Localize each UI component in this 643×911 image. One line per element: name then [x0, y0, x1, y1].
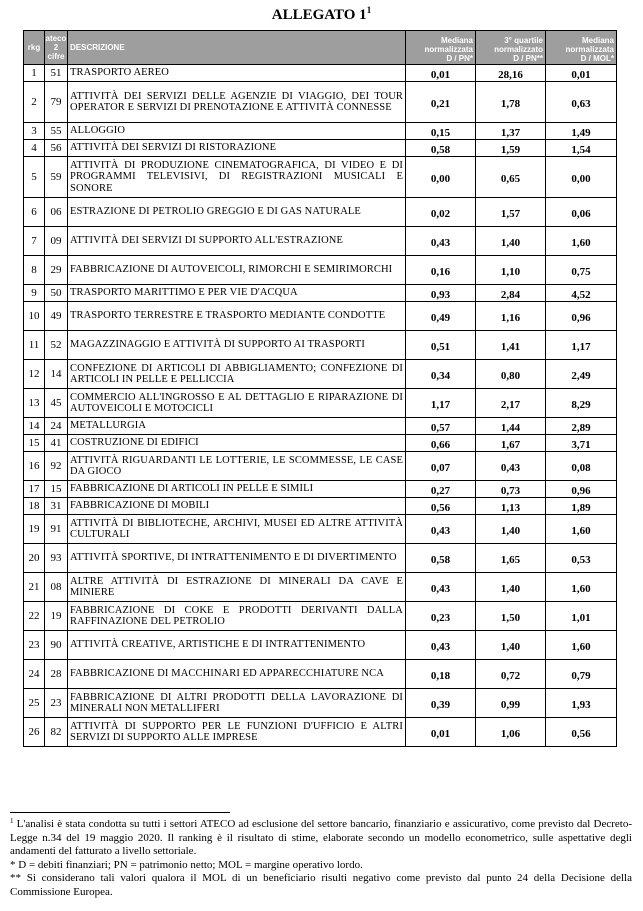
- mediana-d-mol-value: 0,08: [571, 461, 591, 474]
- description-cell: ALLOGGIO: [68, 123, 406, 140]
- quartile-d-pn-cell: [476, 573, 546, 602]
- ateco-cell: 82: [45, 718, 68, 747]
- header-ateco-line1: ateco: [45, 34, 67, 43]
- table-row: [24, 389, 617, 418]
- mediana-d-pn-value: 0,43: [430, 524, 451, 537]
- quartile-d-pn-cell: [476, 82, 546, 123]
- quartile-d-pn-cell: [476, 123, 546, 140]
- mediana-d-pn-cell: [406, 256, 476, 285]
- rkg-cell: 6: [24, 198, 45, 227]
- mediana-d-pn-cell: [406, 302, 476, 331]
- ateco-cell: 24: [45, 418, 68, 435]
- table-row: [24, 515, 617, 544]
- table-row: [24, 331, 617, 360]
- quartile-d-pn-value: 1,59: [500, 143, 521, 156]
- ateco-cell: 90: [45, 631, 68, 660]
- sector-ranking-table: [23, 30, 617, 747]
- description-cell: COMMERCIO ALL'INGROSSO E AL DETTAGLIO E RIPARAZIONE DI AUTOVEICOLI E MOTOCICLI: [68, 389, 406, 418]
- mediana-d-pn-value: 0,00: [430, 172, 451, 185]
- quartile-d-pn-value: 1,13: [500, 501, 521, 514]
- quartile-d-pn-cell: [476, 718, 546, 747]
- mediana-d-mol-cell: [546, 360, 617, 389]
- mediana-d-pn-value: 0,58: [430, 143, 451, 156]
- mediana-d-mol-value: 0,96: [571, 484, 591, 497]
- mediana-d-pn-cell: [406, 157, 476, 198]
- mediana-d-mol-cell: [546, 631, 617, 660]
- quartile-d-pn-value: 0,72: [500, 669, 521, 682]
- description-cell: ATTIVITÀ DEI SERVIZI DELLE AGENZIE DI VIAGGIO, DEI TOUR OPERATOR E SERVIZI DI PRENOTAZIONE E ATTIVITÀ CONNESSE: [68, 82, 406, 123]
- mediana-d-pn-cell: [406, 631, 476, 660]
- quartile-d-pn-cell: [476, 198, 546, 227]
- mediana-d-pn-value: 0,43: [430, 640, 451, 653]
- table-row: [24, 602, 617, 631]
- table-row: [24, 227, 617, 256]
- mediana-d-mol-cell: [546, 660, 617, 689]
- mediana-d-mol-cell: [546, 302, 617, 331]
- quartile-d-pn-value: 1,40: [500, 524, 521, 537]
- rkg-cell: 1: [24, 65, 45, 82]
- mediana-d-pn-cell: [406, 418, 476, 435]
- mediana-d-pn-value: 0,49: [430, 311, 451, 324]
- quartile-d-pn-value: 1,78: [500, 97, 521, 110]
- ateco-cell: 92: [45, 452, 68, 481]
- table-row: [24, 82, 617, 123]
- header-col2-line3: D / PN**: [513, 54, 543, 63]
- mediana-d-mol-cell: [546, 82, 617, 123]
- description-cell: ATTIVITÀ DI PRODUZIONE CINEMATOGRAFICA, DI VIDEO E DI PROGRAMMI TELEVISIVI, DI REGISTRAZIONI MUSICALI E SONORE: [68, 157, 406, 198]
- rkg-cell: 8: [24, 256, 45, 285]
- footnotes: [10, 818, 632, 899]
- mediana-d-pn-cell: [406, 65, 476, 82]
- rkg-cell: 18: [24, 498, 45, 515]
- mediana-d-mol-value: 0,56: [571, 727, 591, 740]
- mediana-d-mol-value: 1,60: [571, 524, 591, 537]
- mediana-d-mol-cell: [546, 515, 617, 544]
- mediana-d-pn-cell: [406, 481, 476, 498]
- quartile-d-pn-cell: [476, 360, 546, 389]
- header-col3-line2: normalizzata: [565, 45, 614, 54]
- mediana-d-pn-value: 0,07: [430, 461, 451, 474]
- footnote-separator: [10, 812, 230, 813]
- rkg-cell: 21: [24, 573, 45, 602]
- ateco-cell: 56: [45, 140, 68, 157]
- page-title: [0, 6, 643, 24]
- quartile-d-pn-value: 2,84: [500, 288, 521, 301]
- quartile-d-pn-value: 1,67: [500, 438, 521, 451]
- footnote-1: [10, 818, 632, 859]
- mediana-d-pn-value: 0,23: [430, 611, 451, 624]
- mediana-d-mol-cell: [546, 498, 617, 515]
- header-descrizione-label: DESCRIZIONE: [70, 43, 125, 52]
- quartile-d-pn-value: 1,40: [500, 582, 521, 595]
- quartile-d-pn-cell: [476, 515, 546, 544]
- mediana-d-pn-value: 0,16: [430, 265, 451, 278]
- quartile-d-pn-value: 1,41: [500, 340, 521, 353]
- mediana-d-mol-value: 0,63: [571, 97, 591, 110]
- quartile-d-pn-value: 0,80: [500, 369, 521, 382]
- description-cell: ALTRE ATTIVITÀ DI ESTRAZIONE DI MINERALI DA CAVE E MINIERE: [68, 573, 406, 602]
- table-row: [24, 140, 617, 157]
- ateco-cell: 31: [45, 498, 68, 515]
- rkg-cell: 12: [24, 360, 45, 389]
- rkg-cell: 13: [24, 389, 45, 418]
- rkg-cell: 7: [24, 227, 45, 256]
- header-ateco: [45, 31, 68, 65]
- table-row: [24, 435, 617, 452]
- header-col1-line3: D / PN*: [446, 54, 473, 63]
- ateco-cell: 59: [45, 157, 68, 198]
- header-rkg: [24, 31, 45, 65]
- description-cell: TRASPORTO AEREO: [68, 65, 406, 82]
- mediana-d-mol-value: 0,96: [571, 311, 591, 324]
- description-cell: TRASPORTO MARITTIMO E PER VIE D'ACQUA: [68, 285, 406, 302]
- mediana-d-mol-cell: [546, 285, 617, 302]
- quartile-d-pn-value: 1,10: [500, 265, 521, 278]
- quartile-d-pn-value: 1,16: [500, 311, 521, 324]
- header-col3-line1: Mediana: [581, 36, 614, 45]
- header-col2-line2: normalizzato: [494, 45, 543, 54]
- mediana-d-mol-cell: [546, 718, 617, 747]
- ateco-cell: 52: [45, 331, 68, 360]
- mediana-d-pn-value: 0,34: [430, 369, 451, 382]
- mediana-d-pn-value: 0,43: [430, 236, 451, 249]
- quartile-d-pn-value: 0,65: [500, 172, 521, 185]
- quartile-d-pn-cell: [476, 498, 546, 515]
- table-row: [24, 498, 617, 515]
- mediana-d-mol-value: 0,00: [571, 172, 591, 185]
- footnote-1-text: L'analisi è stata condotta su tutti i settori ATECO ad esclusione del settore bancario, finanziario e assicurativo, come previsto dal Decreto-Legge n.34 del 19 maggio 2020. Il ranking è il risultato di stime, elaborate secondo un modello econometrico, sulle aspettative degli andamenti del fatturato a livello settoriale.: [10, 818, 632, 857]
- mediana-d-mol-value: 0,75: [571, 265, 591, 278]
- quartile-d-pn-cell: [476, 389, 546, 418]
- quartile-d-pn-value: 1,65: [500, 553, 521, 566]
- ateco-cell: 49: [45, 302, 68, 331]
- footnote-double-asterisk: ** Si considerano tali valori qualora il MOL di un beneficiario risulti negativo come previsto dal punto 24 della Decisione della Commissione Europea.: [10, 872, 632, 898]
- footnote-asterisk: * D = debiti finanziari; PN = patrimonio netto; MOL = margine operativo lordo.: [10, 858, 363, 871]
- table-header-row: [24, 31, 617, 65]
- mediana-d-pn-value: 0,18: [430, 669, 451, 682]
- rkg-cell: 23: [24, 631, 45, 660]
- ateco-cell: 15: [45, 481, 68, 498]
- quartile-d-pn-cell: [476, 602, 546, 631]
- quartile-d-pn-cell: [476, 631, 546, 660]
- quartile-d-pn-cell: [476, 227, 546, 256]
- mediana-d-pn-value: 1,17: [430, 398, 451, 411]
- page-title-text: ALLEGATO 1: [271, 7, 367, 23]
- quartile-d-pn-cell: [476, 689, 546, 718]
- mediana-d-pn-cell: [406, 435, 476, 452]
- mediana-d-pn-value: 0,66: [430, 438, 451, 451]
- description-cell: COSTRUZIONE DI EDIFICI: [68, 435, 406, 452]
- mediana-d-mol-cell: [546, 418, 617, 435]
- table-row: [24, 544, 617, 573]
- rkg-cell: 11: [24, 331, 45, 360]
- mediana-d-mol-cell: [546, 123, 617, 140]
- mediana-d-mol-value: 3,71: [571, 438, 591, 451]
- mediana-d-mol-value: 1,60: [571, 640, 591, 653]
- description-cell: ATTIVITÀ RIGUARDANTI LE LOTTERIE, LE SCOMMESSE, LE CASE DA GIOCO: [68, 452, 406, 481]
- table-row: [24, 256, 617, 285]
- ateco-cell: 55: [45, 123, 68, 140]
- rkg-cell: 26: [24, 718, 45, 747]
- mediana-d-mol-value: 1,89: [571, 501, 591, 514]
- quartile-d-pn-cell: [476, 331, 546, 360]
- quartile-d-pn-value: 0,43: [500, 461, 521, 474]
- mediana-d-mol-cell: [546, 198, 617, 227]
- quartile-d-pn-cell: [476, 481, 546, 498]
- table-row: [24, 285, 617, 302]
- mediana-d-pn-value: 0,21: [430, 97, 451, 110]
- quartile-d-pn-value: 1,44: [500, 421, 521, 434]
- rkg-cell: 14: [24, 418, 45, 435]
- mediana-d-pn-value: 0,27: [430, 484, 451, 497]
- mediana-d-mol-value: 1,49: [571, 126, 591, 139]
- mediana-d-pn-cell: [406, 660, 476, 689]
- mediana-d-pn-cell: [406, 331, 476, 360]
- ateco-cell: 93: [45, 544, 68, 573]
- mediana-d-mol-value: 1,60: [571, 582, 591, 595]
- mediana-d-pn-value: 0,51: [430, 340, 451, 353]
- mediana-d-mol-cell: [546, 452, 617, 481]
- quartile-d-pn-cell: [476, 65, 546, 82]
- mediana-d-mol-cell: [546, 689, 617, 718]
- mediana-d-pn-value: 0,58: [430, 553, 451, 566]
- quartile-d-pn-cell: [476, 256, 546, 285]
- description-cell: ATTIVITÀ SPORTIVE, DI INTRATTENIMENTO E DI DIVERTIMENTO: [68, 544, 406, 573]
- quartile-d-pn-value: 0,73: [500, 484, 521, 497]
- rkg-cell: 17: [24, 481, 45, 498]
- table-row: [24, 718, 617, 747]
- mediana-d-pn-cell: [406, 544, 476, 573]
- ateco-cell: 06: [45, 198, 68, 227]
- quartile-d-pn-value: 28,16: [498, 68, 523, 81]
- description-cell: ATTIVITÀ DI BIBLIOTECHE, ARCHIVI, MUSEI ED ALTRE ATTIVITÀ CULTURALI: [68, 515, 406, 544]
- mediana-d-mol-cell: [546, 256, 617, 285]
- quartile-d-pn-cell: [476, 418, 546, 435]
- ateco-cell: 09: [45, 227, 68, 256]
- mediana-d-mol-value: 4,52: [571, 288, 591, 301]
- description-cell: FABBRICAZIONE DI ALTRI PRODOTTI DELLA LAVORAZIONE DI MINERALI NON METALLIFERI: [68, 689, 406, 718]
- mediana-d-pn-cell: [406, 82, 476, 123]
- mediana-d-mol-value: 1,17: [571, 340, 591, 353]
- mediana-d-pn-cell: [406, 360, 476, 389]
- description-cell: ATTIVITÀ DEI SERVIZI DI SUPPORTO ALL'ESTRAZIONE: [68, 227, 406, 256]
- mediana-d-pn-value: 0,93: [430, 288, 451, 301]
- footnote-1-ref: 1: [10, 817, 14, 825]
- rkg-cell: 20: [24, 544, 45, 573]
- quartile-d-pn-cell: [476, 435, 546, 452]
- rkg-cell: 24: [24, 660, 45, 689]
- mediana-d-pn-cell: [406, 573, 476, 602]
- ateco-cell: 50: [45, 285, 68, 302]
- mediana-d-pn-value: 0,15: [430, 126, 451, 139]
- mediana-d-mol-cell: [546, 435, 617, 452]
- mediana-d-mol-value: 0,79: [571, 669, 591, 682]
- header-mediana-d-pn: [406, 31, 476, 65]
- quartile-d-pn-cell: [476, 157, 546, 198]
- ateco-cell: 08: [45, 573, 68, 602]
- rkg-cell: 3: [24, 123, 45, 140]
- table-row: [24, 481, 617, 498]
- rkg-cell: 9: [24, 285, 45, 302]
- table-row: [24, 65, 617, 82]
- mediana-d-mol-value: 1,60: [571, 236, 591, 249]
- table-row: [24, 689, 617, 718]
- header-descrizione: [68, 31, 406, 65]
- table-row: [24, 198, 617, 227]
- rkg-cell: 15: [24, 435, 45, 452]
- mediana-d-pn-value: 0,02: [430, 207, 451, 220]
- quartile-d-pn-cell: [476, 660, 546, 689]
- mediana-d-mol-value: 2,49: [571, 369, 591, 382]
- quartile-d-pn-cell: [476, 302, 546, 331]
- mediana-d-mol-cell: [546, 573, 617, 602]
- table-row: [24, 418, 617, 435]
- ateco-cell: 45: [45, 389, 68, 418]
- mediana-d-mol-cell: [546, 227, 617, 256]
- description-cell: ESTRAZIONE DI PETROLIO GREGGIO E DI GAS NATURALE: [68, 198, 406, 227]
- rkg-cell: 25: [24, 689, 45, 718]
- mediana-d-mol-value: 0,06: [571, 207, 591, 220]
- mediana-d-mol-value: 2,89: [571, 421, 591, 434]
- table-row: [24, 660, 617, 689]
- ateco-cell: 19: [45, 602, 68, 631]
- mediana-d-pn-cell: [406, 718, 476, 747]
- mediana-d-mol-value: 0,01: [571, 68, 591, 81]
- table-row: [24, 631, 617, 660]
- mediana-d-mol-cell: [546, 331, 617, 360]
- description-cell: MAGAZZINAGGIO E ATTIVITÀ DI SUPPORTO AI TRASPORTI: [68, 331, 406, 360]
- mediana-d-pn-cell: [406, 689, 476, 718]
- description-cell: METALLURGIA: [68, 418, 406, 435]
- ateco-cell: 91: [45, 515, 68, 544]
- description-cell: TRASPORTO TERRESTRE E TRASPORTO MEDIANTE CONDOTTE: [68, 302, 406, 331]
- quartile-d-pn-cell: [476, 285, 546, 302]
- rkg-cell: 5: [24, 157, 45, 198]
- table-row: [24, 573, 617, 602]
- description-cell: ATTIVITÀ DEI SERVIZI DI RISTORAZIONE: [68, 140, 406, 157]
- title-footnote-ref: 1: [366, 5, 372, 15]
- mediana-d-pn-cell: [406, 198, 476, 227]
- mediana-d-mol-value: 1,93: [571, 698, 591, 711]
- ateco-cell: 51: [45, 65, 68, 82]
- mediana-d-mol-cell: [546, 481, 617, 498]
- quartile-d-pn-value: 1,57: [500, 207, 521, 220]
- table-row: [24, 302, 617, 331]
- mediana-d-mol-cell: [546, 389, 617, 418]
- ateco-cell: 14: [45, 360, 68, 389]
- description-cell: ATTIVITÀ CREATIVE, ARTISTICHE E DI INTRATTENIMENTO: [68, 631, 406, 660]
- quartile-d-pn-value: 1,40: [500, 236, 521, 249]
- mediana-d-mol-cell: [546, 544, 617, 573]
- quartile-d-pn-value: 1,37: [500, 126, 521, 139]
- description-cell: FABBRICAZIONE DI MOBILI: [68, 498, 406, 515]
- mediana-d-pn-value: 0,56: [430, 501, 451, 514]
- quartile-d-pn-cell: [476, 140, 546, 157]
- header-col2-line1: 3° quartile: [504, 36, 543, 45]
- mediana-d-pn-cell: [406, 452, 476, 481]
- mediana-d-mol-cell: [546, 140, 617, 157]
- header-col3-line3: D / MOL*: [580, 54, 614, 63]
- rkg-cell: 22: [24, 602, 45, 631]
- mediana-d-pn-value: 0,01: [430, 727, 451, 740]
- quartile-d-pn-value: 0,99: [500, 698, 521, 711]
- mediana-d-mol-cell: [546, 602, 617, 631]
- rkg-cell: 4: [24, 140, 45, 157]
- mediana-d-pn-cell: [406, 285, 476, 302]
- mediana-d-mol-cell: [546, 157, 617, 198]
- header-col1-line2: normalizzata: [424, 45, 473, 54]
- mediana-d-pn-cell: [406, 227, 476, 256]
- mediana-d-pn-cell: [406, 140, 476, 157]
- quartile-d-pn-value: 1,50: [500, 611, 521, 624]
- description-cell: FABBRICAZIONE DI ARTICOLI IN PELLE E SIMILI: [68, 481, 406, 498]
- mediana-d-pn-cell: [406, 389, 476, 418]
- rkg-cell: 2: [24, 82, 45, 123]
- mediana-d-pn-cell: [406, 515, 476, 544]
- quartile-d-pn-value: 1,40: [500, 640, 521, 653]
- header-quartile-d-pn: [476, 31, 546, 65]
- description-cell: FABBRICAZIONE DI COKE E PRODOTTI DERIVANTI DALLA RAFFINAZIONE DEL PETROLIO: [68, 602, 406, 631]
- mediana-d-pn-cell: [406, 498, 476, 515]
- mediana-d-pn-cell: [406, 602, 476, 631]
- mediana-d-pn-value: 0,43: [430, 582, 451, 595]
- table-row: [24, 452, 617, 481]
- description-cell: FABBRICAZIONE DI MACCHINARI ED APPARECCHIATURE NCA: [68, 660, 406, 689]
- quartile-d-pn-value: 2,17: [500, 398, 521, 411]
- mediana-d-mol-value: 1,54: [571, 143, 591, 156]
- header-ateco-line2: 2 cifre: [47, 43, 65, 61]
- description-cell: ATTIVITÀ DI SUPPORTO PER LE FUNZIONI D'UFFICIO E ALTRI SERVIZI DI SUPPORTO ALLE IMPRESE: [68, 718, 406, 747]
- rkg-cell: 19: [24, 515, 45, 544]
- mediana-d-pn-value: 0,01: [430, 68, 451, 81]
- quartile-d-pn-cell: [476, 544, 546, 573]
- mediana-d-mol-value: 1,01: [571, 611, 591, 624]
- ateco-cell: 23: [45, 689, 68, 718]
- rkg-cell: 10: [24, 302, 45, 331]
- mediana-d-pn-value: 0,39: [430, 698, 451, 711]
- ateco-cell: 79: [45, 82, 68, 123]
- ateco-cell: 28: [45, 660, 68, 689]
- ateco-cell: 41: [45, 435, 68, 452]
- quartile-d-pn-cell: [476, 452, 546, 481]
- quartile-d-pn-value: 1,06: [500, 727, 521, 740]
- mediana-d-mol-cell: [546, 65, 617, 82]
- table-row: [24, 360, 617, 389]
- description-cell: CONFEZIONE DI ARTICOLI DI ABBIGLIAMENTO; CONFEZIONE DI ARTICOLI IN PELLE E PELLICCIA: [68, 360, 406, 389]
- mediana-d-mol-value: 8,29: [571, 398, 591, 411]
- mediana-d-pn-cell: [406, 123, 476, 140]
- header-mediana-d-mol: [546, 31, 617, 65]
- rkg-cell: 16: [24, 452, 45, 481]
- mediana-d-mol-value: 0,53: [571, 553, 591, 566]
- mediana-d-pn-value: 0,57: [430, 421, 451, 434]
- header-col1-line1: Mediana: [440, 36, 473, 45]
- table-row: [24, 123, 617, 140]
- description-cell: FABBRICAZIONE DI AUTOVEICOLI, RIMORCHI E SEMIRIMORCHI: [68, 256, 406, 285]
- table-row: [24, 157, 617, 198]
- ateco-cell: 29: [45, 256, 68, 285]
- header-rkg-label: rkg: [27, 43, 41, 52]
